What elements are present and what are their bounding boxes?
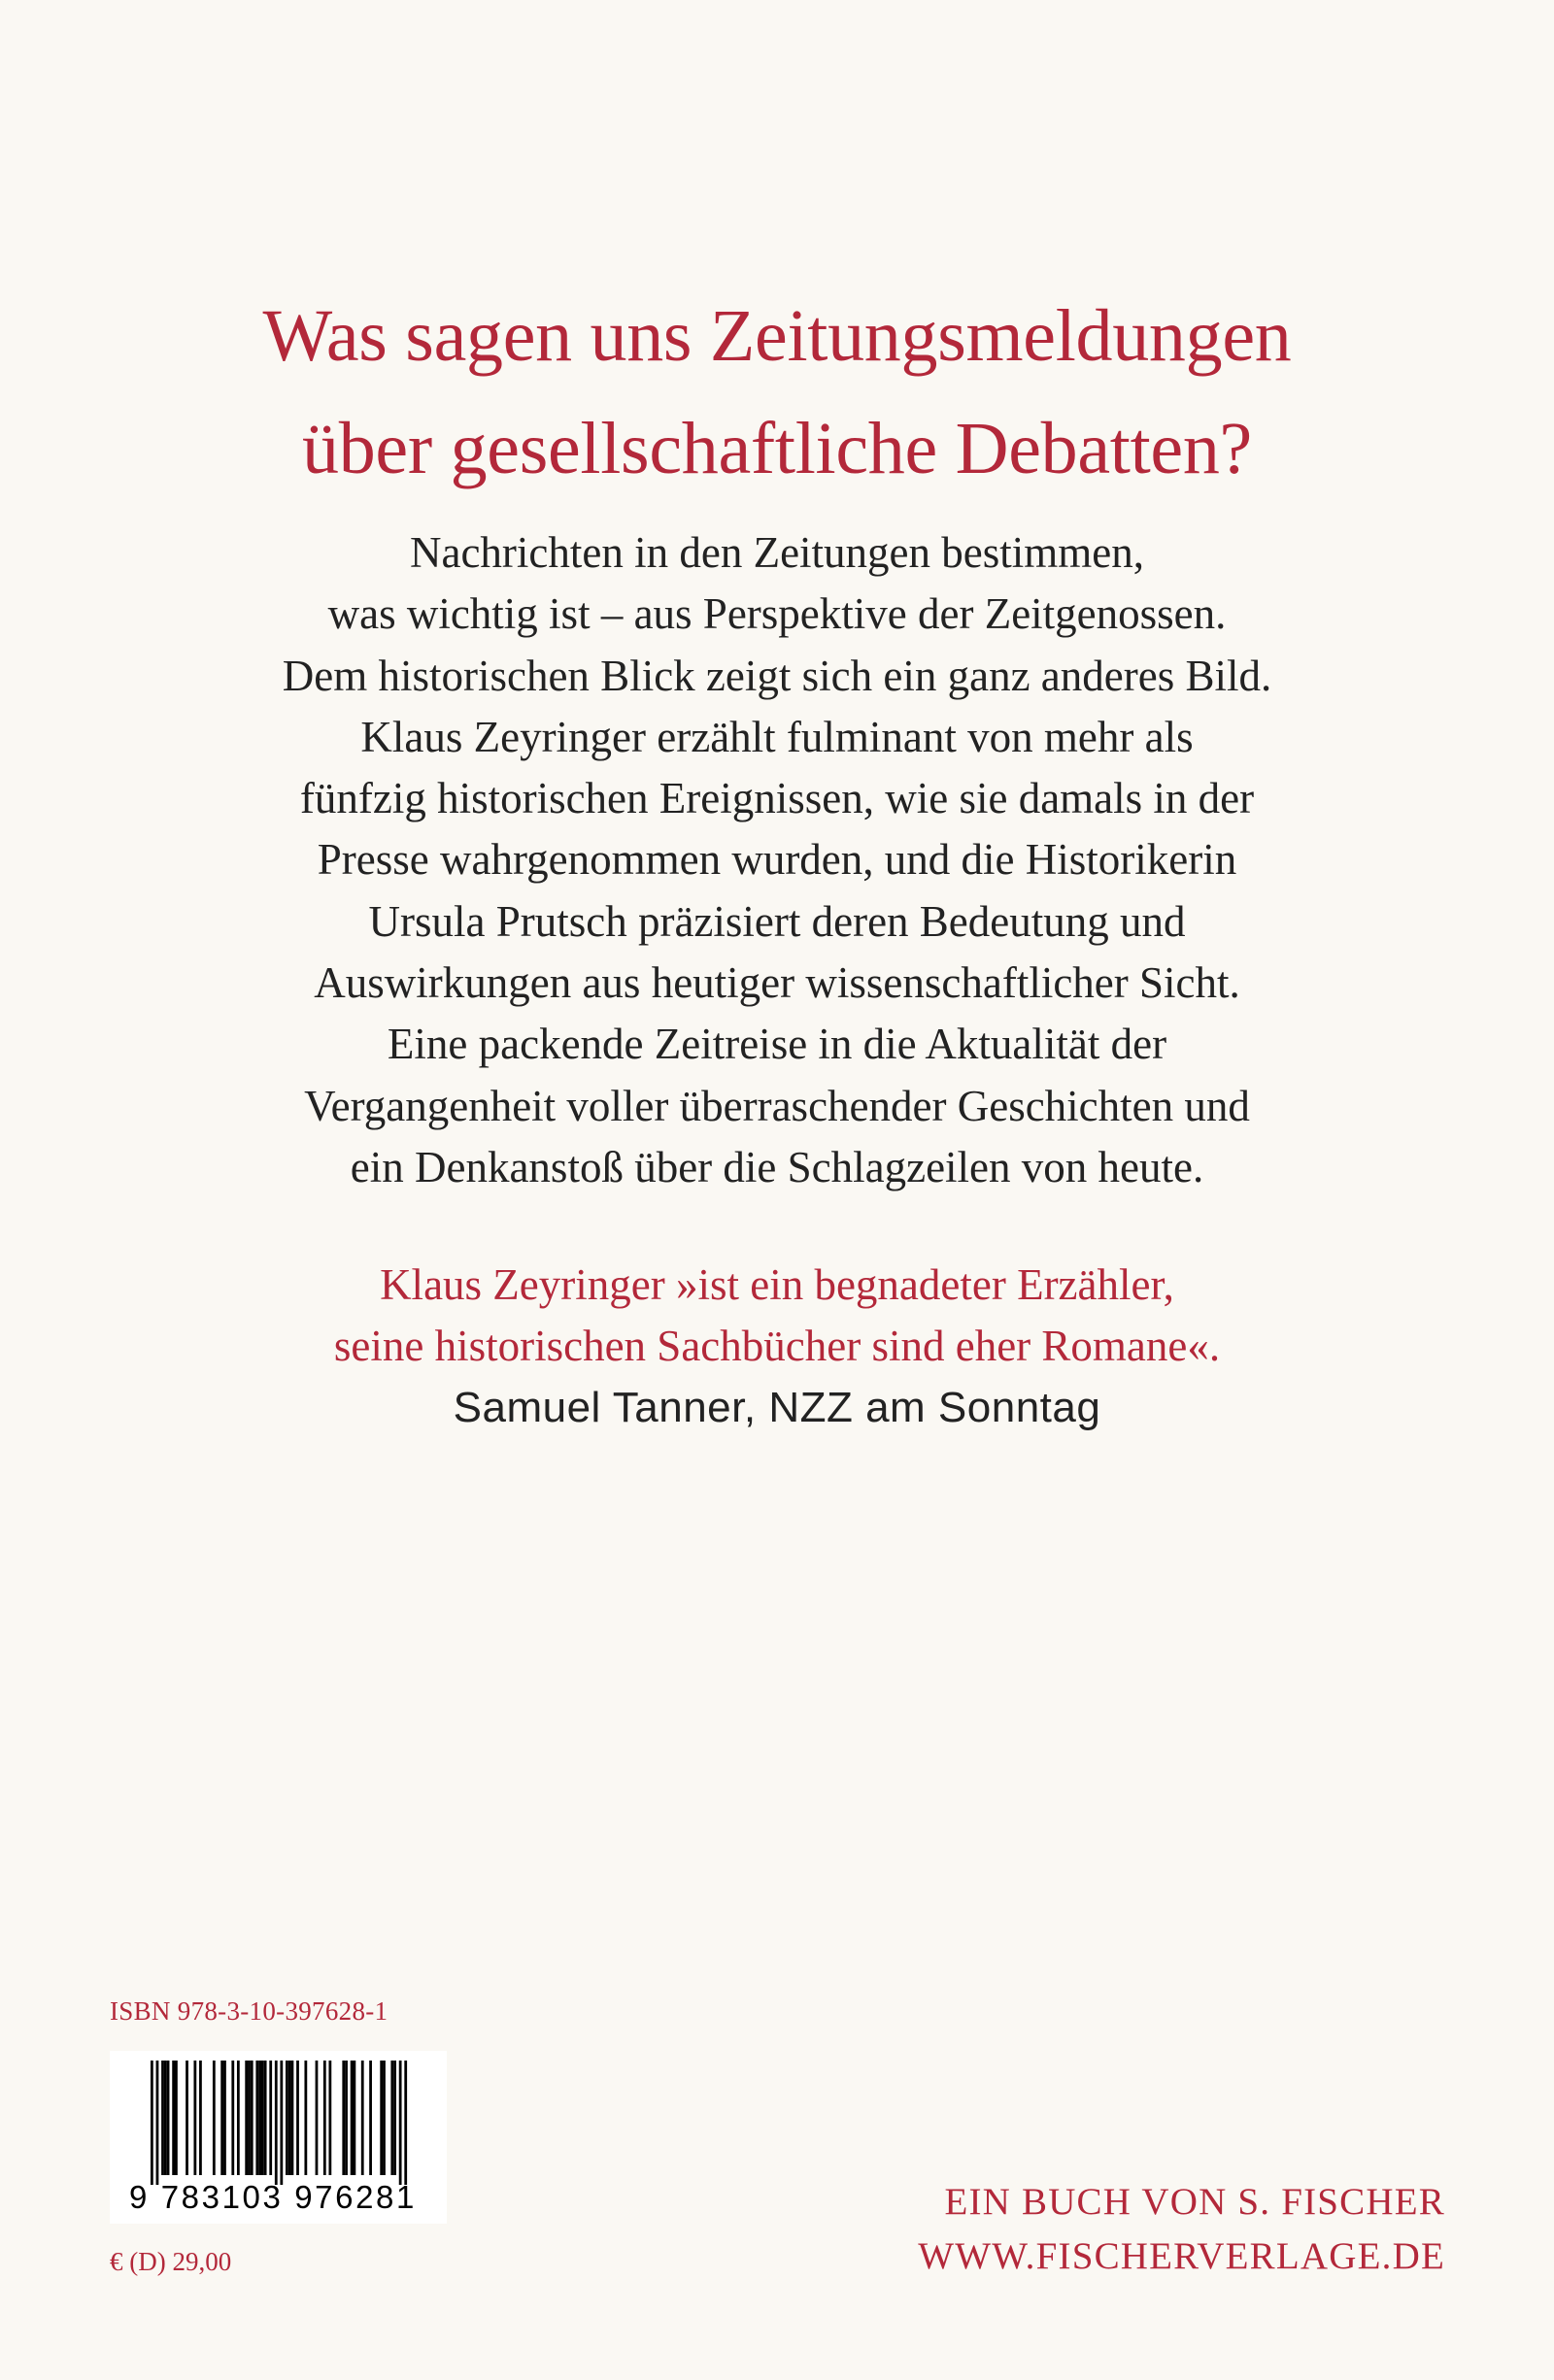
barcode-bar (288, 2061, 291, 2175)
barcode-bar (264, 2061, 267, 2175)
publisher-imprint (918, 2175, 1445, 2284)
blurb-line: Eine packende Zeitreise in die Aktualität der (387, 1020, 1167, 1069)
barcode-bar (245, 2061, 248, 2175)
barcode-bar (328, 2061, 331, 2175)
blurb-line: fünfzig historischen Ereignissen, wie sie damals in der (299, 774, 1255, 823)
barcode-bar (275, 2061, 278, 2185)
barcode-bar (280, 2061, 283, 2185)
blurb-line: Dem historischen Blick zeigt sich ein ganz anderes Bild. (282, 651, 1272, 700)
barcode-bar (161, 2061, 164, 2175)
review-quote (0, 1255, 1554, 1378)
quote-line: seine historischen Sachbücher sind eher Romane«. (333, 1322, 1221, 1371)
blurb-line: Nachrichten in den Zeitungen bestimmen, (409, 528, 1144, 577)
barcode-bar (296, 2061, 299, 2175)
barcode-bar (231, 2061, 234, 2175)
blurb-line: Vergangenheit voller überraschender Geschichten und (304, 1081, 1250, 1130)
barcode-bar (213, 2061, 216, 2175)
barcode-bar (258, 2061, 261, 2175)
barcode-bar (304, 2061, 307, 2175)
barcode-bar (393, 2061, 396, 2175)
publisher-line: EIN BUCH VON S. FISCHER (944, 2181, 1445, 2223)
barcode-bar (369, 2061, 372, 2175)
barcode-bar (223, 2061, 226, 2175)
barcode-bar (172, 2061, 175, 2175)
barcode-digits: 9 783103 976281 (129, 2179, 417, 2215)
barcode-bar (248, 2061, 251, 2175)
blurb-line: ein Denkanstoß über die Schlagzeilen von heute. (350, 1142, 1204, 1191)
headline-line: über gesellschaftliche Debatten? (302, 408, 1252, 489)
blurb-line: Presse wahrgenommen wurden, und die Historikerin (317, 835, 1237, 885)
barcode-bar (351, 2061, 354, 2175)
barcode-bar (175, 2061, 178, 2175)
barcode-bar (390, 2061, 393, 2175)
quote-line: Klaus Zeyringer »ist ein begnadeter Erzähler, (380, 1260, 1174, 1309)
barcode (110, 2051, 447, 2224)
barcode-bar (156, 2061, 159, 2185)
isbn-text: ISBN 978-3-10-397628-1 (110, 1996, 388, 2026)
quote-source: Samuel Tanner, NZZ am Sonntag (453, 1384, 1101, 1431)
barcode-bar (399, 2061, 402, 2185)
barcode-bar (251, 2061, 253, 2175)
barcode-bar (286, 2061, 288, 2175)
barcode-bar (255, 2061, 258, 2175)
blurb-line: Auswirkungen aus heutiger wissenschaftlicher Sicht. (314, 958, 1240, 1008)
barcode-bar (269, 2061, 272, 2175)
blurb-text (0, 522, 1554, 1198)
barcode-bar (193, 2061, 196, 2175)
barcode-bar (151, 2061, 153, 2185)
blurb-line: Ursula Prutsch präzisiert deren Bedeutung und (368, 896, 1186, 946)
publisher-url: WWW.FISCHERVERLAGE.DE (918, 2235, 1445, 2277)
barcode-bar (167, 2061, 170, 2175)
barcode-bar (237, 2061, 240, 2175)
barcode-bar (383, 2061, 386, 2175)
headline-line: Was sagen uns Zeitungsmeldungen (262, 295, 1292, 377)
barcode-bar (186, 2061, 188, 2175)
price-text: € (D) 29,00 (110, 2247, 232, 2276)
barcode-bar (164, 2061, 167, 2175)
barcode-bar (316, 2061, 319, 2175)
barcode-bar (323, 2061, 326, 2175)
barcode-bar (199, 2061, 202, 2175)
barcode-bar (345, 2061, 348, 2175)
barcode-bar (220, 2061, 223, 2175)
barcode-bar (342, 2061, 345, 2175)
barcode-bar (380, 2061, 383, 2175)
blurb-line: was wichtig ist – aus Perspektive der Zeitgenossen. (327, 589, 1227, 639)
barcode-bar (261, 2061, 264, 2175)
barcode-bar (404, 2061, 407, 2185)
barcode-bar (291, 2061, 294, 2175)
headline (0, 280, 1554, 505)
barcode-bar (354, 2061, 356, 2175)
barcode-bar (361, 2061, 364, 2175)
blurb-line: Klaus Zeyringer erzählt fulminant von mehr als (360, 712, 1194, 761)
